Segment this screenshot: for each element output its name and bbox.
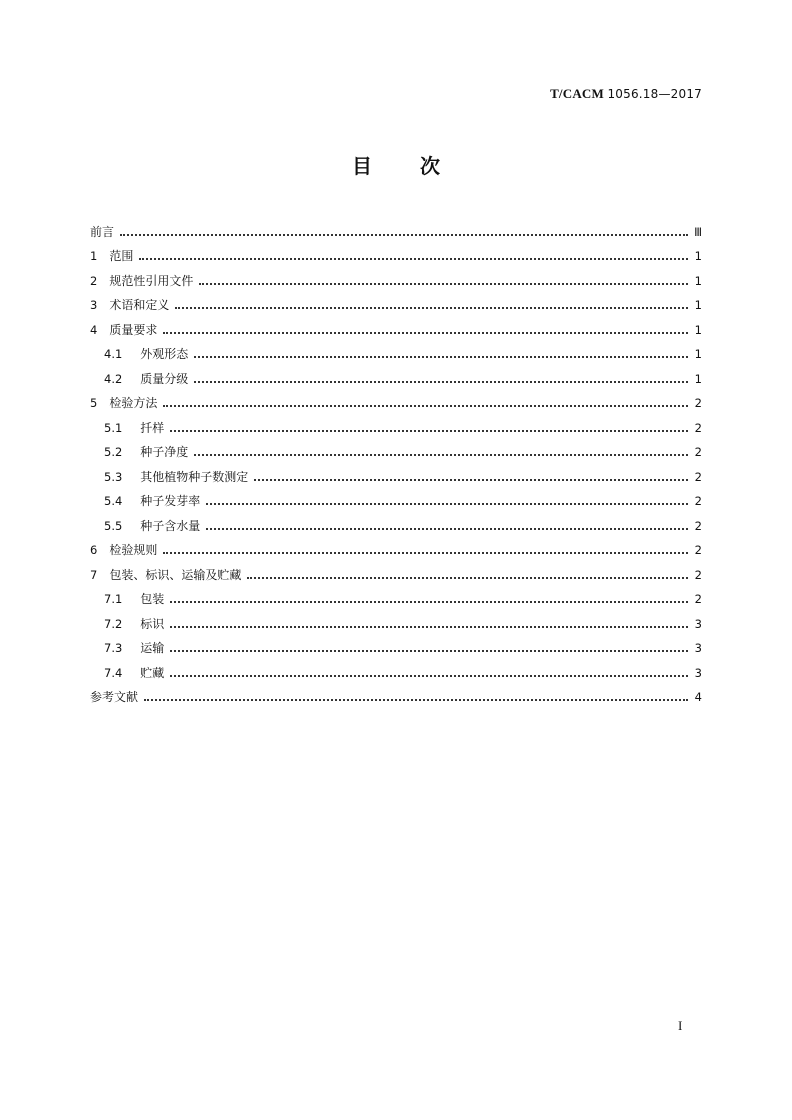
standard-code: [550, 86, 702, 102]
toc-entry-page: 2: [694, 543, 702, 557]
toc-entry-text: 术语和定义: [109, 298, 170, 312]
toc-entry-number: 7.2: [104, 616, 123, 631]
dot-leader: [170, 650, 688, 652]
toc-entry-page: 1: [694, 298, 702, 312]
toc-entry-number: 5.2: [104, 445, 123, 459]
toc-entry-label: [104, 421, 170, 435]
page-title: [0, 150, 792, 179]
toc-entry-label: [90, 274, 199, 288]
toc-entry-page: 2: [694, 518, 702, 533]
toc-entry-label: [90, 568, 247, 582]
toc-entry-page: 2: [694, 592, 702, 606]
page-number: I: [678, 1018, 683, 1033]
toc-entry-text: 标识: [140, 616, 165, 631]
toc-entry-text: 规范性引用文件: [109, 273, 194, 288]
toc-entry-number: 6: [90, 543, 98, 557]
toc-entry-label: [90, 249, 139, 263]
dot-leader: [163, 552, 688, 554]
toc-entry-page: 3: [694, 616, 702, 631]
toc-entry-page: 2: [694, 567, 702, 582]
toc-entry-text: 其他植物种子数测定: [140, 469, 249, 484]
toc-entry-page: 1: [694, 371, 702, 386]
toc-entry[interactable]: [90, 459, 702, 484]
toc-entry-page: 2: [694, 494, 702, 508]
toc-entry-text: 前言: [90, 224, 115, 239]
toc-entry[interactable]: [90, 214, 702, 239]
toc-entry-number: 4.2: [104, 371, 123, 386]
toc-entry[interactable]: [90, 533, 702, 558]
toc-entry-label: [104, 494, 206, 508]
toc-entry[interactable]: [90, 582, 702, 607]
dot-leader: [163, 405, 688, 407]
toc-entry-text: 质量分级: [140, 371, 189, 386]
dot-leader: [175, 307, 688, 309]
toc-entry-text: 参考文献: [90, 690, 139, 704]
toc-entry[interactable]: [90, 337, 702, 362]
dot-leader: [163, 332, 688, 334]
dot-leader: [120, 234, 688, 236]
toc-entry-text: 包装: [140, 592, 165, 606]
toc-entry-page: 3: [694, 641, 702, 655]
dot-leader: [247, 577, 688, 579]
dot-leader: [194, 381, 688, 383]
toc-entry-page: 2: [694, 445, 702, 459]
toc-entry-number: 5.3: [104, 469, 123, 484]
toc-entry-number: 2: [90, 273, 98, 288]
toc-entry-number: 7.3: [104, 641, 123, 655]
toc-entry-number: 4.1: [104, 347, 123, 361]
toc-entry[interactable]: [90, 631, 702, 656]
standard-prefix: T/CACM: [550, 86, 604, 101]
toc-entry-page: 1: [694, 322, 702, 337]
toc-entry-page: 1: [694, 273, 702, 288]
toc-entry-label: [104, 445, 194, 459]
toc-entry-label: [90, 396, 163, 410]
dot-leader: [206, 528, 688, 530]
toc-entry[interactable]: [90, 508, 702, 533]
toc-entry-label: [90, 543, 163, 557]
toc-entry[interactable]: [90, 288, 702, 313]
toc-entry[interactable]: [90, 361, 702, 386]
dot-leader: [194, 454, 688, 456]
dot-leader: [194, 356, 688, 358]
toc-entry-number: 5.4: [104, 494, 123, 508]
toc-entry-text: 种子发芽率: [140, 494, 201, 508]
toc-entry-label: [104, 666, 170, 680]
dot-leader: [170, 626, 688, 628]
toc-entry-label: [104, 617, 170, 631]
toc-entry-page: 4: [694, 690, 702, 704]
dot-leader: [199, 283, 688, 285]
toc-entry-label: [104, 519, 206, 533]
toc-entry-number: 4: [90, 322, 98, 337]
toc-entry-text: 贮藏: [140, 665, 165, 680]
toc-entry[interactable]: [90, 484, 702, 509]
toc-entry-text: 种子净度: [140, 445, 189, 459]
toc-entry-label: [104, 592, 170, 606]
toc-entry-text: 扦样: [140, 420, 165, 435]
dot-leader: [144, 699, 688, 701]
toc-entry-text: 种子含水量: [140, 518, 201, 533]
toc-entry-text: 运输: [140, 641, 165, 655]
toc-entry-text: 检验规则: [109, 543, 158, 557]
dot-leader: [170, 430, 688, 432]
toc-entry-number: 3: [90, 298, 98, 312]
dot-leader: [170, 601, 688, 603]
toc-entry-number: 7.4: [104, 665, 123, 680]
toc-entry[interactable]: [90, 655, 702, 680]
toc-entry[interactable]: [90, 557, 702, 582]
toc-entry-number: 5.5: [104, 518, 123, 533]
toc-entry-number: 5.1: [104, 420, 123, 435]
toc-entry-label: [104, 347, 194, 361]
standard-number: 1056.18—2017: [607, 87, 702, 101]
toc-entry-text: 外观形态: [140, 347, 189, 361]
toc-entry[interactable]: [90, 606, 702, 631]
toc-entry[interactable]: [90, 386, 702, 411]
toc-entry[interactable]: [90, 410, 702, 435]
toc-entry-text: 质量要求: [109, 322, 158, 337]
toc-entry[interactable]: [90, 680, 702, 705]
toc-entry-page: Ⅲ: [694, 224, 702, 239]
toc-entry-page: 2: [694, 396, 702, 410]
toc-entry[interactable]: [90, 263, 702, 288]
toc-entry-label: [104, 470, 254, 484]
toc-entry-page: 3: [694, 665, 702, 680]
toc-entry-label: [90, 225, 120, 239]
toc-entry[interactable]: [90, 239, 702, 264]
toc-entry-page: 2: [694, 469, 702, 484]
toc-entry-number: 7: [90, 567, 98, 582]
dot-leader: [254, 479, 688, 481]
toc-entry[interactable]: [90, 312, 702, 337]
toc-entry-number: 7.1: [104, 592, 123, 606]
title-char-1: 目: [352, 154, 372, 178]
toc-entry-label: [90, 323, 163, 337]
toc-entry-page: 1: [694, 249, 702, 263]
toc-entry-page: 2: [694, 420, 702, 435]
title-char-2: 次: [420, 154, 440, 178]
toc-entry-text: 范围: [109, 249, 134, 263]
dot-leader: [139, 258, 688, 260]
toc-entry-label: [104, 641, 170, 655]
toc-entry[interactable]: [90, 435, 702, 460]
toc-entry-number: 5: [90, 396, 98, 410]
dot-leader: [206, 503, 688, 505]
toc-entry-page: 1: [694, 347, 702, 361]
toc-entry-label: [104, 372, 194, 386]
table-of-contents: [90, 214, 702, 704]
dot-leader: [170, 675, 688, 677]
toc-entry-label: [90, 298, 175, 312]
toc-entry-label: [90, 690, 144, 704]
toc-entry-number: 1: [90, 249, 98, 263]
toc-entry-text: 包装、标识、运输及贮藏: [109, 567, 242, 582]
toc-entry-text: 检验方法: [109, 396, 158, 410]
